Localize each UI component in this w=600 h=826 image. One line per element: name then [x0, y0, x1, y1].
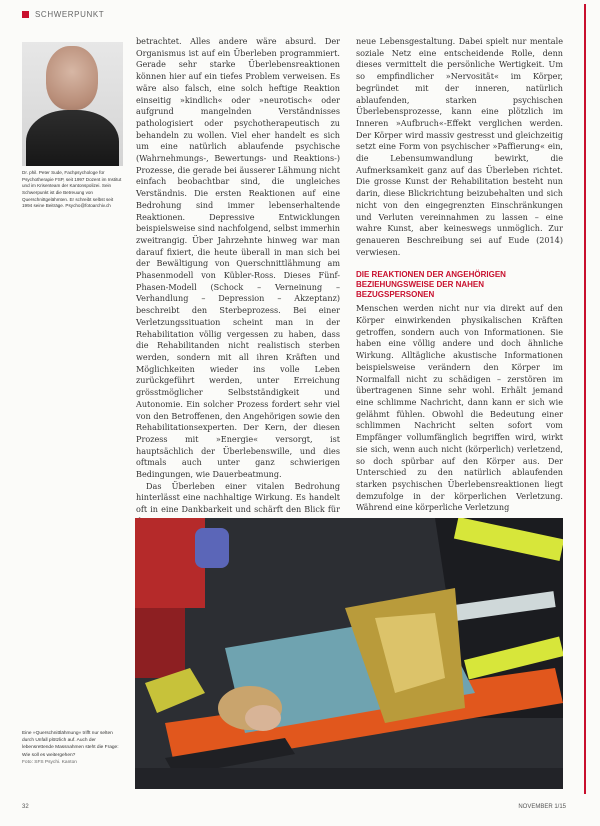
photo-caption: [22, 730, 122, 766]
photo-credit: Foto: SFS Psychi. Kanton: [22, 759, 77, 765]
section-marker: [22, 11, 29, 18]
section-heading: DIE REAKTIONEN DER ANGEHÖRIGEN BEZIEHUNGSWEISE DER NAHEN BEZUGSPERSONEN: [356, 270, 506, 300]
page-number: 32: [22, 804, 29, 810]
text-column-left: [136, 36, 340, 528]
issue-label: NOVEMBER 1/15: [518, 804, 566, 810]
section-header: [22, 10, 104, 19]
rescue-photo: [135, 518, 563, 789]
paragraph: Menschen werden nicht nur via direkt auf den Körper einwirkenden physikalischen Kräften getroffen, sondern auch von Informationen. Sie haben eine völlig andere und doch ähnliche Wirkung. Alltägliche akustische Informationen beispielsweise verändern den Körper im Normalfall nicht zu schädigen – zerstören im übertragenen Sinne sehr wohl. Erhält jemand eine schlimme Nachricht, dann kann er sich wie gelähmt fühlen. Obwohl die Bedeutung einer schlimmen Nachricht selten sofort vom Empfänger vollumfänglich begriffen wird, wirkt sie sich, wenn auch nicht (körperlich) verletzend, so doch spürbar auf den Körper aus. Der Unterschied zu den natürlich ablaufenden starken psychischen Überlebensreaktionen liegt demzufolge in der körperlichen Verletzung. Während eine körperliche Verletzung: [356, 303, 563, 513]
section-label: SCHWERPUNKT: [35, 10, 105, 19]
author-caption: Dr. phil. Peter Sude, Fachpsychologe für Psychotherapie FSP, seit 1997 Dozent im Institut und im Krisenteam der Kantonspolizei. Sein Schwerpunkt ist die Betreuung von Querschnittgelähmten. Er schreibt selbst seit 1994 seine Beiträge. Psycho@fotoarchiv.ch: [22, 170, 122, 209]
author-portrait: [22, 42, 123, 166]
photo-caption-text: Eine »Querschnittlähmung« trifft nur selten durch Unfall plötzlich auf. Auch der lebensrettende Massnahmen steht die Frage: Wie soll es weitergehen?: [22, 731, 119, 758]
paragraph: betrachtet. Alles andere wäre absurd. Der Organismus ist auf ein Überleben programmiert. Gerade sehr starke Überlebensreaktionen können hier auf ein tiefes Problem verweisen. Es wäre also falsch, eine solch heftige Reaktion einseitig »kindlich« oder »neurotisch« oder aufgrund mangelnden Verständnisses pathologisiert oder psychotherapeutisch zu behandeln zu wollen. Viel eher handelt es sich um eine natürlich ablaufende psychische (Wahrnehmungs-, Bewertungs- und Reaktions-) Prozesse, die gerade bei äusserer Lähmung nicht einfach beobachtbar sind, die ungleiches Verständnis. Die ersten Reaktionen auf eine Bedrohung sind immer lebenserhaltende Reaktionen. Depressive Entwicklungen beispielsweise sind nachfolgend, selbst immerhin zweitrangig. Über Jahrzehnte hinweg war man darauf fixiert, die heute überall in man sich bei der Bewältigung von Querschnittlähmung am Phasenmodell von Kübler-Ross. Dieses Fünf-Phasen-Modell (Schock – Verneinung – Verhandlung – Depression – Akzeptanz) beschreibt den Sterbeprozess. Bei einer Verletzungssituation scheint man in der Rehabilitation völlig vergessen zu haben, dass die Rehabilitanden nicht realistisch sterben werden, sondern mit all ihren Kräften und Möglichkeiten wieder ins volle Leben zurückgeführt werden, unter Erreichung grösstmöglicher Selbstständigkeit und Autonomie. Ein solcher Prozess fordert sehr viel von den Betroffenen, den Angehörigen sowie den Rehabilitationsexperten. Der Kern, der diesen Prozess mit »Energie« versorgt, ist hauptsächlich der Überlebenswille, und dies oftmals auch unter ganz schwierigen Bedingungen, wie Dauerbeatmung.: [136, 36, 340, 480]
page-edge-rule: [584, 4, 586, 794]
paragraph: neue Lebensgestaltung. Dabei spielt nur mentale soziale Netz eine entscheidende Rolle, denn dieses vermittelt die persönliche Wertigkeit. Um so empfindlicher »Nervosität« im Körper, begründet mit der inneren, natürlich ablaufenden, starken psychischen Überlebensprozesse, kann eine plötzlich im Inneren »Aufbruch«-Effekt verglichen werden. Der Körper wird massiv gestresst und gleichzeitig setzt eine Form von psychischer »Paffierung« ein, die Lebensumwandlung bewirkt, die Aufmerksamkeit ganz auf das Überleben richtet. Die grosse Kunst der Rehabilitation besteht nun darin, diese Blickrichtung beizubehalten und sich nicht von den eingegrenzten Einschränkungen und Verluten vereinnahmen zu lassen – eine wahre Kunst, aber keineswegs unmöglich. Zur genaueren Beschreibung sei auf Eude (2014) verwiesen.: [356, 36, 563, 257]
rescue-scene-illustration: [135, 518, 563, 789]
text-column-right: [356, 36, 563, 514]
paragraph: Das Überleben einer vitalen Bedrohung hinterlässt eine nachhaltige Wirkung. Es handelt oft in eine Dankbarkeit und schärft den Blick für: [136, 480, 340, 515]
